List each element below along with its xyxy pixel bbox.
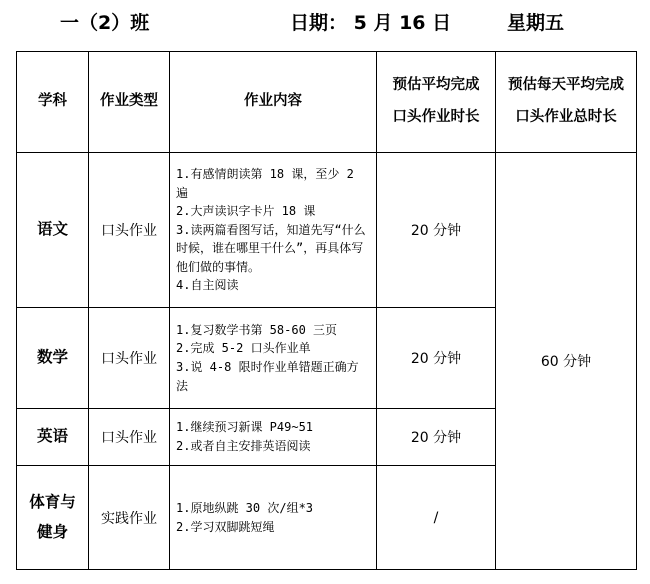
content-item: 2.大声读识字卡片 18 课: [176, 204, 316, 219]
weekday-label: 星期五: [507, 12, 565, 34]
content-item: 2.完成 5-2 口头作业单: [176, 341, 311, 356]
content-item: 1.原地纵跳 30 次/组*3: [176, 500, 314, 515]
date-label: 日期： 5 月 16 日: [290, 12, 452, 34]
content-item: 3.读两篇看图写话，知道先写“什么时候，谁在哪里干什么”，再具体写他们做的事情。: [176, 222, 366, 274]
column-header-type: 作业类型: [89, 52, 170, 153]
table-header-row: [17, 52, 637, 153]
content-item: 2.学习双脚跳短绳: [176, 519, 275, 534]
type-cell: 实践作业: [89, 466, 170, 570]
content-cell: [170, 308, 377, 409]
content-item: 1.继续预习新课 P49~51: [176, 420, 314, 435]
time-cell: 20 分钟: [377, 409, 496, 466]
type-cell: 口头作业: [89, 409, 170, 466]
subject-cell: 语文: [17, 153, 89, 308]
avg-time-header-line1: 预估平均完成: [392, 77, 480, 94]
page-header: [0, 0, 650, 44]
class-name: 一（2）班: [60, 12, 150, 34]
daily-total-cell: 60 分钟: [496, 153, 637, 570]
homework-table: [16, 51, 637, 570]
subject-cell: [17, 466, 89, 570]
table-row-chinese: [17, 153, 637, 308]
subject-cell: 数学: [17, 308, 89, 409]
content-item: 3.说 4-8 限时作业单错题正确方法: [176, 360, 359, 393]
type-cell: 口头作业: [89, 153, 170, 308]
content-item: 1.复习数学书第 58-60 三页: [176, 322, 338, 337]
content-item: 2.或者自主安排英语阅读: [176, 439, 311, 453]
time-cell: 20 分钟: [377, 308, 496, 409]
content-item: 1.有感情朗读第 18 课，至少 2 遍: [176, 166, 354, 200]
type-cell: 口头作业: [89, 308, 170, 409]
column-header-subject: 学科: [17, 52, 89, 153]
daily-total-header-line2: 口头作业总时长: [515, 109, 617, 125]
subject-line: 健身: [36, 522, 68, 541]
time-cell: /: [377, 466, 496, 570]
column-header-avg-time: [377, 52, 496, 153]
subject-line: 体育与: [29, 493, 76, 512]
content-cell: [170, 153, 377, 308]
column-header-content: 作业内容: [170, 52, 377, 153]
content-item: 4.自主阅读: [176, 278, 239, 293]
avg-time-header-line2: 口头作业时长: [392, 109, 480, 125]
column-header-daily-total: [496, 52, 637, 153]
daily-total-header-line1: 预估每天平均完成: [508, 77, 624, 94]
subject-cell: 英语: [17, 409, 89, 466]
content-cell: [170, 409, 377, 466]
time-cell: 20 分钟: [377, 153, 496, 308]
content-cell: [170, 466, 377, 570]
